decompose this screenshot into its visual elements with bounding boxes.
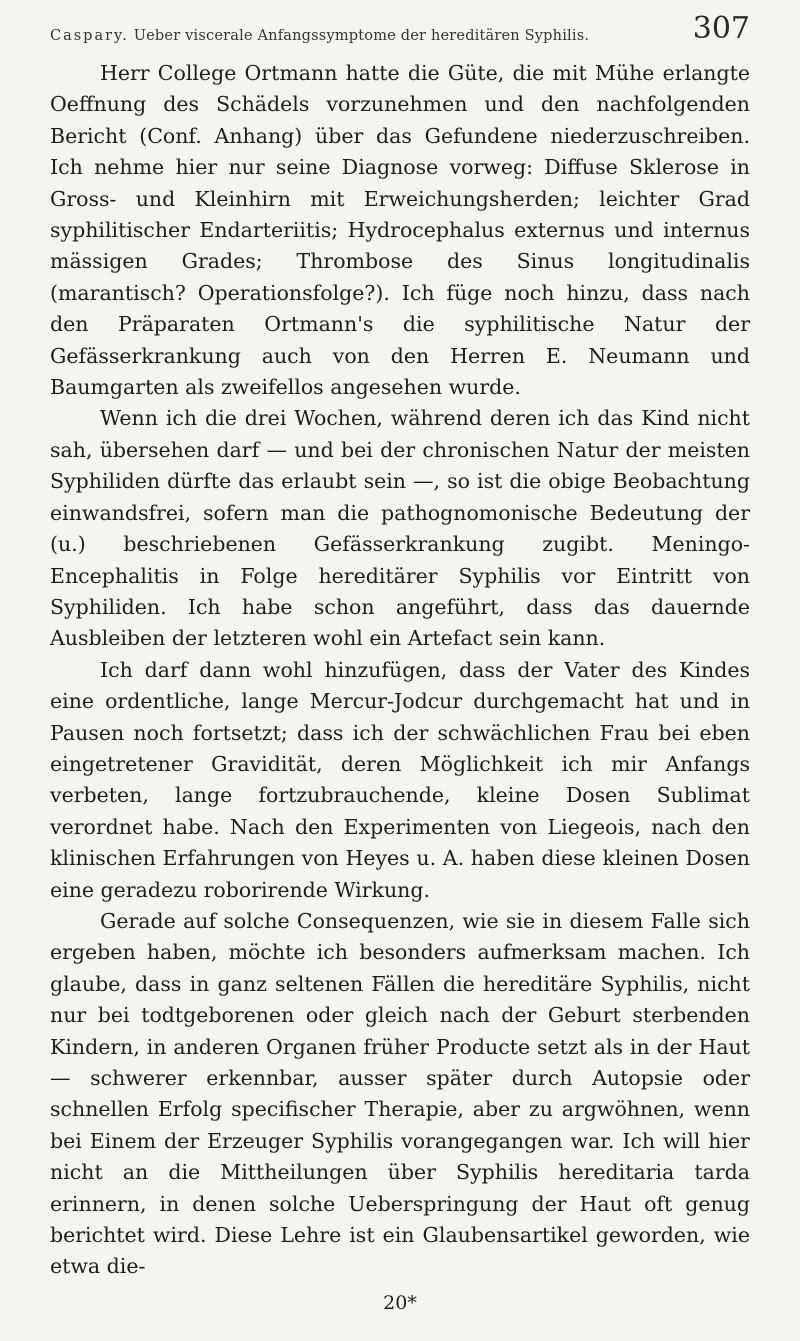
body-text	[50, 58, 750, 1283]
paragraph: Herr College Ortmann hatte die Güte, die mit Mühe erlangte Oeffnung des Schädels vorzunehmen und den nachfolgenden Bericht (Conf. Anhang) über das Gefundene niederzuschreiben. Ich nehme hier nur seine Diagnose vorweg: Diffuse Sklerose in Gross- und Kleinhirn mit Erweichungsherden; leichter Grad syphilitischer Endarteriitis; Hydrocephalus externus und internus mässigen Grades; Thrombose des Sinus longitudinalis (marantisch? Operationsfolge?). Ich füge noch hinzu, dass nach den Präparaten Ortmann's die syphilitische Natur der Gefässerkrankung auch von den Herren E. Neumann und Baumgarten als zweifellos angesehen wurde.	[50, 61, 750, 400]
paragraph: Ich darf dann wohl hinzufügen, dass der Vater des Kindes eine ordentliche, lange Mercur-Jodcur durchgemacht hat und in Pausen noch fortsetzt; dass ich der schwächlichen Frau bei eben eingetretener Gravidität, deren Möglichkeit ich mir Anfangs verbeten, lange fortzubrauchende, kleine Dosen Sublimat verordnet habe. Nach den Experimenten von Liegeois, nach den klinischen Erfahrungen von Heyes u. A. haben diese kleinen Dosen eine geradezu roborirende Wirkung.	[50, 657, 750, 902]
paragraph: Gerade auf solche Consequenzen, wie sie in diesem Falle sich ergeben haben, möchte ich besonders aufmerksam machen. Ich glaube, dass in ganz seltenen Fällen die hereditäre Syphilis, nicht nur bei todtgeborenen oder gleich nach der Geburt sterbenden Kindern, in anderen Organen früher Producte setzt als in der Haut — schwerer erkennbar, ausser später durch Autopsie oder schnellen Erfolg specifischer Therapie, aber zu argwöhnen, wenn bei Einem der Erzeuger Syphilis vorangegangen war. Ich will hier nicht an die Mittheilungen über Syphilis hereditaria tarda erinnern, in denen solche Ueberspringung der Haut oft genug berichtet wird. Diese Lehre ist ein Glaubensartikel geworden, wie etwa die-	[50, 908, 750, 1279]
paragraph: Wenn ich die drei Wochen, während deren ich das Kind nicht sah, übersehen darf — und bei der chronischen Natur der meisten Syphiliden dürfte das erlaubt sein —, so ist die obige Beobachtung einwandsfrei, sofern man die pathognomonische Bedeutung der (u.) beschriebenen Gefässerkrankung zugibt. Meningo-Encephalitis in Folge hereditärer Syphilis vor Eintritt von Syphiliden. Ich habe schon angeführt, dass das dauernde Ausbleiben der letzteren wohl ein Artefact sein kann.	[50, 406, 750, 651]
article-title: Ueber viscerale Anfangssymptome der hereditären Syphilis.	[133, 28, 590, 44]
signature-mark: 20*	[383, 1292, 417, 1314]
running-head	[50, 12, 750, 44]
page-number: 307	[692, 11, 750, 46]
author-name: Caspary.	[50, 28, 129, 44]
running-title	[50, 28, 589, 44]
